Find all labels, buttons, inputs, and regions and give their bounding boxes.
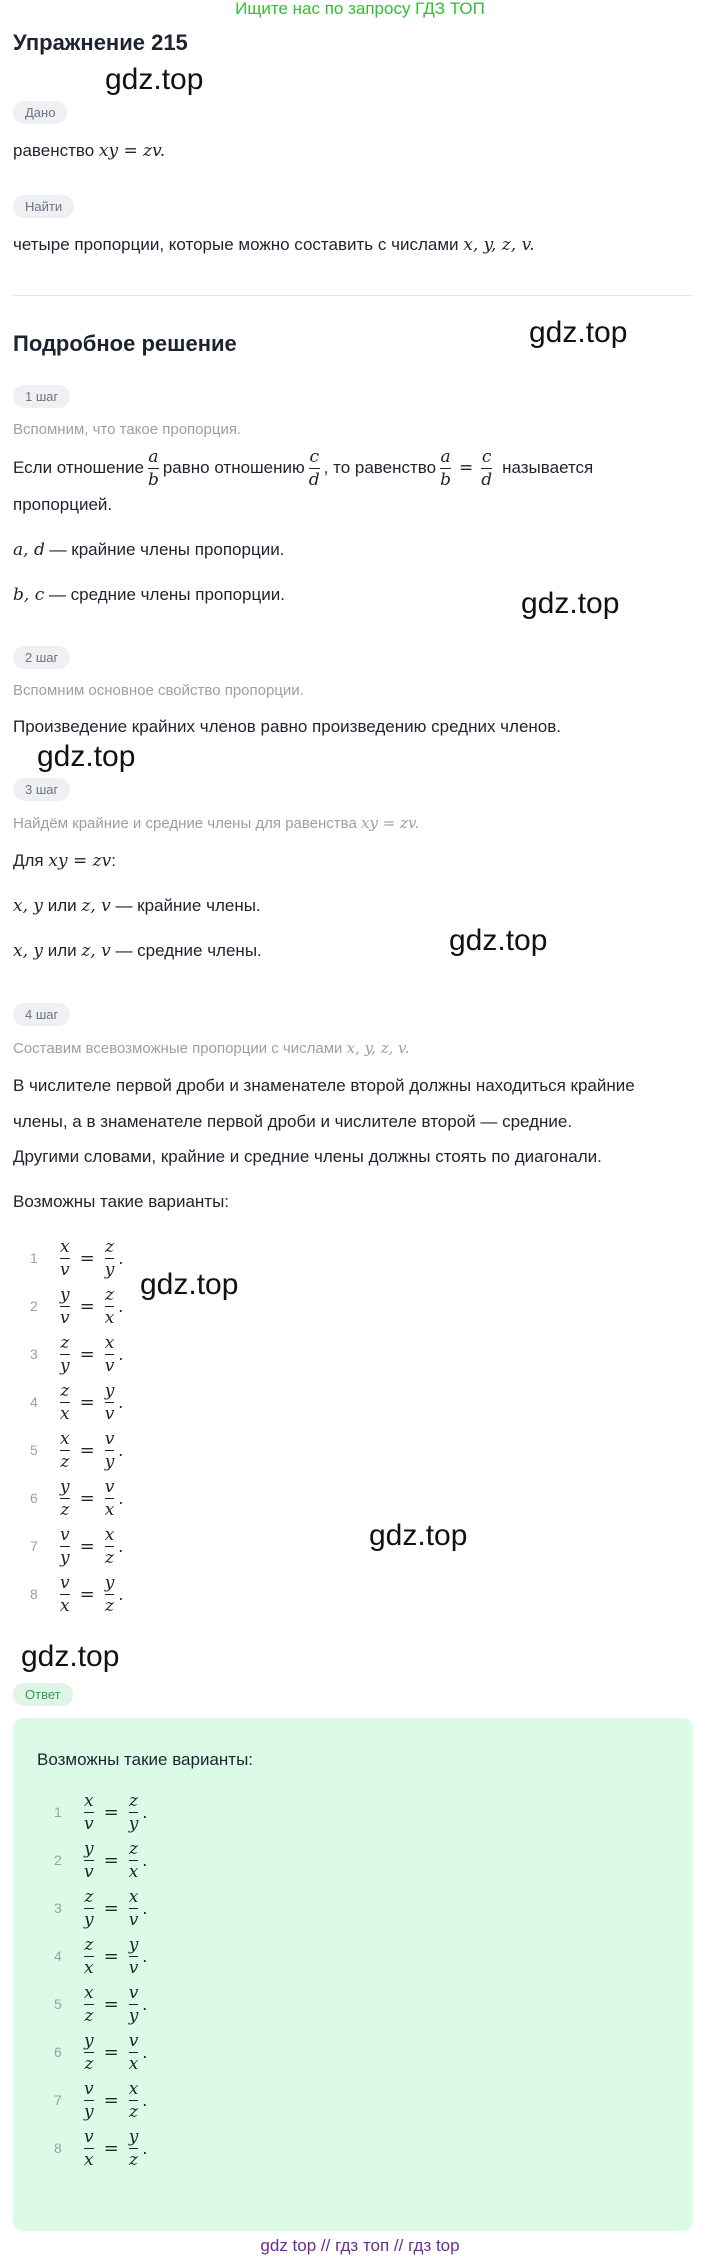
find-text: четыре пропорции, которые можно составить с числами (13, 235, 459, 254)
equals-sign: = (103, 2137, 119, 2159)
step-1-hint: Вспомним, что такое пропорция. (13, 421, 242, 438)
definition-text-1: Если отношение (13, 458, 144, 477)
equals-sign: = (103, 1993, 119, 2015)
text: : (111, 851, 116, 870)
period: . (142, 1801, 148, 1822)
denominator: v (84, 1813, 94, 1834)
proportion-item (30, 1426, 123, 1474)
denominator: y (60, 1355, 70, 1376)
period: . (118, 1295, 124, 1316)
denominator: v (104, 1355, 115, 1376)
watermark: gdz.top (449, 924, 548, 957)
left-fraction (84, 1983, 94, 2026)
period: . (142, 1993, 148, 2014)
equals-sign: = (79, 1391, 95, 1413)
proportion-item (30, 1330, 123, 1378)
step-4-label: 4 шаг (13, 1003, 70, 1026)
proportion-list (30, 1234, 123, 1618)
right-fraction (129, 1839, 139, 1882)
item-number: 8 (54, 2140, 62, 2156)
left-fraction (60, 1333, 70, 1376)
numerator: v (60, 1572, 70, 1593)
period: . (142, 2041, 148, 2062)
numerator: y (104, 1380, 115, 1401)
item-number: 3 (30, 1346, 38, 1362)
denominator: x (84, 1957, 94, 1978)
numerator: z (60, 1380, 70, 1401)
equals-sign: = (79, 1535, 95, 1557)
proportion-item (54, 1788, 147, 1836)
period: . (118, 1391, 124, 1412)
page-title: Упражнение 215 (13, 30, 188, 55)
denominator: v (60, 1307, 70, 1328)
watermark: gdz.top (37, 740, 136, 773)
watermark: gdz.top (369, 1519, 468, 1552)
numerator: v (60, 1524, 70, 1545)
period: . (118, 1487, 124, 1508)
step-4-paragraph-1: В числителе первой дроби и знаменателе второй должны находиться крайние (13, 1076, 635, 1095)
numerator: z (105, 1236, 114, 1257)
period: . (142, 1849, 148, 1870)
proportion-item (54, 1884, 147, 1932)
denominator: z (129, 2149, 138, 2170)
proportion-item (30, 1282, 123, 1330)
denominator: y (84, 2101, 94, 2122)
answer-proportion-list (54, 1788, 147, 2172)
numerator: c (481, 446, 492, 467)
proportion-item (54, 1980, 147, 2028)
numerator: y (128, 1934, 139, 1955)
step-2-hint: Вспомним основное свойство пропорции. (13, 682, 304, 699)
watermark: gdz.top (529, 316, 628, 349)
equals-sign: = (79, 1343, 95, 1365)
numerator: z (105, 1284, 114, 1305)
left-fraction (84, 1887, 94, 1930)
denominator: b (147, 469, 159, 490)
proportion-item (30, 1378, 123, 1426)
proportion-item (54, 1836, 147, 1884)
numerator: y (60, 1284, 70, 1305)
watermark: gdz.top (21, 1640, 120, 1673)
math: z, v (81, 896, 111, 916)
period: . (118, 1535, 124, 1556)
fraction-c-d (481, 447, 492, 490)
right-fraction (129, 2031, 139, 2074)
definition-text-2: равно отношению (162, 458, 305, 477)
left-fraction (60, 1573, 70, 1616)
period: . (142, 1897, 148, 1918)
proportion-item (30, 1522, 123, 1570)
denominator: z (105, 1595, 114, 1616)
proportion-definition (13, 442, 593, 494)
step-3-hint (13, 814, 419, 832)
footer-links[interactable]: gdz top // гдз топ // гдз top (260, 2236, 460, 2255)
left-fraction (84, 2127, 94, 2170)
right-fraction (129, 2127, 139, 2170)
right-fraction (105, 1573, 115, 1616)
denominator: v (104, 1403, 115, 1424)
denominator: z (105, 1547, 114, 1568)
numerator: z (129, 1790, 138, 1811)
numerator: x (104, 1524, 115, 1545)
numerator: c (309, 446, 319, 467)
proportion-item (30, 1570, 123, 1618)
period: . (118, 1247, 124, 1268)
left-fraction (84, 2079, 94, 2122)
watermark: gdz.top (521, 587, 620, 620)
item-number: 1 (54, 1804, 62, 1820)
numerator: v (104, 1428, 115, 1449)
find-label: Найти (13, 195, 74, 218)
equals-sign: = (458, 458, 474, 478)
numerator: y (60, 1476, 70, 1497)
proportion-item (54, 2124, 147, 2172)
equals-sign: = (103, 1897, 119, 1919)
hint-text: Найдём крайние и средние члены для равенства (13, 815, 357, 832)
step-3-line-2 (13, 896, 261, 916)
step-4-paragraph-2: члены, а в знаменателе первой дроби и числителе второй — средние. (13, 1112, 573, 1131)
hint-text: Составим всевозможные пропорции с числами (13, 1040, 343, 1057)
proportion-item (54, 2028, 147, 2076)
right-fraction (105, 1477, 115, 1520)
right-fraction (105, 1429, 115, 1472)
period: . (142, 2089, 148, 2110)
answer-intro: Возможны такие варианты: (37, 1750, 254, 1769)
item-number: 7 (54, 2092, 62, 2108)
equals-sign: = (103, 1849, 119, 1871)
equals-sign: = (79, 1583, 95, 1605)
right-fraction (129, 1887, 139, 1930)
math: a, d (13, 540, 45, 560)
item-number: 8 (30, 1586, 38, 1602)
equals-sign: = (79, 1295, 95, 1317)
item-number: 6 (54, 2044, 62, 2060)
find-math: x, y, z, v. (463, 235, 535, 255)
item-number: 2 (30, 1298, 38, 1314)
top-banner[interactable]: Ищите нас по запросу ГДЗ ТОП (235, 0, 485, 18)
definition-text-5: пропорцией. (13, 495, 113, 514)
equals-sign: = (79, 1487, 95, 1509)
numerator: x (104, 1332, 115, 1353)
left-fraction (60, 1237, 70, 1280)
middle-terms-line (13, 585, 285, 605)
denominator: d (481, 469, 493, 490)
numerator: v (104, 1476, 115, 1497)
fraction-c-d (309, 447, 320, 490)
period: . (142, 1945, 148, 1966)
denominator: b (440, 469, 451, 490)
hint-math: x, y, z, v. (346, 1039, 410, 1057)
step-4-hint (13, 1039, 410, 1057)
denominator: y (104, 1259, 115, 1280)
given-text: равенство (13, 141, 95, 160)
numerator: z (84, 1934, 94, 1955)
left-fraction (60, 1381, 70, 1424)
right-fraction (129, 1791, 139, 1834)
item-number: 5 (54, 1996, 62, 2012)
denominator: x (128, 1861, 139, 1882)
fraction-a-b (148, 447, 159, 490)
divider (13, 295, 693, 296)
right-fraction (105, 1285, 115, 1328)
numerator: v (128, 2030, 139, 2051)
denominator: y (128, 2005, 139, 2026)
numerator: a (440, 446, 451, 467)
watermark: gdz.top (105, 63, 204, 96)
left-fraction (84, 1935, 94, 1978)
numerator: y (128, 2126, 139, 2147)
denominator: z (129, 2101, 138, 2122)
period: . (118, 1583, 124, 1604)
text: — средние члены. (110, 941, 262, 960)
math: x, y (13, 941, 43, 961)
denominator: y (104, 1451, 115, 1472)
numerator: a (148, 446, 159, 467)
left-fraction (60, 1429, 70, 1472)
math: b, c (13, 585, 45, 605)
denominator: y (84, 1909, 94, 1930)
text: — крайние члены пропорции. (44, 540, 285, 559)
numerator: y (84, 2030, 94, 2051)
denominator: v (128, 1957, 139, 1978)
denominator: v (60, 1259, 70, 1280)
denominator: y (60, 1547, 70, 1568)
step-3-line-3 (13, 941, 262, 961)
text: — крайние члены. (110, 896, 261, 915)
denominator: d (308, 469, 320, 490)
right-fraction (129, 1935, 139, 1978)
right-fraction (105, 1237, 115, 1280)
fraction-a-b (440, 447, 451, 490)
period: . (142, 2137, 148, 2158)
denominator: v (84, 1861, 94, 1882)
item-number: 4 (54, 1948, 62, 1964)
step-1-label: 1 шаг (13, 385, 70, 408)
equals-sign: = (79, 1247, 95, 1269)
given-math: xy = zv. (98, 141, 166, 161)
proportion-item (30, 1234, 123, 1282)
extreme-terms-line (13, 540, 284, 560)
numerator: v (84, 2126, 94, 2147)
period: . (118, 1343, 124, 1364)
denominator: x (104, 1307, 115, 1328)
item-number: 6 (30, 1490, 38, 1506)
item-number: 5 (30, 1442, 38, 1458)
step-4-paragraph-4: Возможны такие варианты: (13, 1192, 230, 1211)
period: . (118, 1439, 124, 1460)
equals-sign: = (103, 2089, 119, 2111)
denominator: x (104, 1499, 115, 1520)
denominator: z (84, 2005, 94, 2026)
numerator: x (60, 1236, 70, 1257)
denominator: v (128, 1909, 139, 1930)
equals-sign: = (79, 1439, 95, 1461)
text: Для (13, 851, 44, 870)
proportion-item (54, 1932, 147, 1980)
numerator: x (60, 1428, 70, 1449)
numerator: x (84, 1790, 94, 1811)
left-fraction (60, 1477, 70, 1520)
denominator: z (84, 2053, 94, 2074)
definition-text-3: , то равенство (323, 458, 437, 477)
denominator: y (128, 1813, 139, 1834)
denominator: x (60, 1595, 70, 1616)
hint-math: xy = zv. (361, 814, 420, 832)
text: или (43, 896, 82, 915)
item-number: 1 (30, 1250, 38, 1266)
denominator: x (84, 2149, 94, 2170)
denominator: z (60, 1499, 70, 1520)
right-fraction (105, 1525, 115, 1568)
answer-label: Ответ (13, 1683, 73, 1706)
step-4-paragraph-3: Другими словами, крайние и средние члены должны стоять по диагонали. (13, 1147, 602, 1166)
text: — средние члены пропорции. (44, 585, 285, 604)
denominator: x (128, 2053, 139, 2074)
numerator: z (129, 1838, 138, 1859)
equals-sign: = (103, 1945, 119, 1967)
right-fraction (129, 1983, 139, 2026)
numerator: v (84, 2078, 94, 2099)
item-number: 2 (54, 1852, 62, 1868)
math: xy = zv (48, 851, 112, 871)
right-fraction (105, 1381, 115, 1424)
left-fraction (60, 1525, 70, 1568)
given-label: Дано (13, 101, 67, 124)
denominator: z (60, 1451, 70, 1472)
solution-title: Подробное решение (13, 331, 237, 356)
numerator: v (128, 1982, 139, 2003)
math: x, y (13, 896, 43, 916)
math: z, v (81, 941, 111, 961)
proportion-item (30, 1474, 123, 1522)
numerator: z (60, 1332, 70, 1353)
right-fraction (105, 1333, 115, 1376)
denominator: x (60, 1403, 70, 1424)
definition-text-4: называется (502, 458, 594, 477)
step-3-line-1 (13, 851, 116, 871)
numerator: z (84, 1886, 94, 1907)
item-number: 7 (30, 1538, 38, 1554)
step-3-label: 3 шаг (13, 778, 70, 801)
numerator: x (84, 1982, 94, 2003)
left-fraction (60, 1285, 70, 1328)
left-fraction (84, 2031, 94, 2074)
step-2-label: 2 шаг (13, 646, 70, 669)
find-statement (13, 235, 535, 255)
numerator: x (128, 2078, 139, 2099)
numerator: y (84, 1838, 94, 1859)
watermark: gdz.top (140, 1268, 239, 1301)
item-number: 3 (54, 1900, 62, 1916)
text: или (43, 941, 82, 960)
given-statement (13, 141, 165, 161)
proportion-item (54, 2076, 147, 2124)
numerator: y (104, 1572, 115, 1593)
step-2-text: Произведение крайних членов равно произведению средних членов. (13, 717, 562, 736)
left-fraction (84, 1839, 94, 1882)
left-fraction (84, 1791, 94, 1834)
numerator: x (128, 1886, 139, 1907)
item-number: 4 (30, 1394, 38, 1410)
equals-sign: = (103, 2041, 119, 2063)
equals-sign: = (103, 1801, 119, 1823)
right-fraction (129, 2079, 139, 2122)
